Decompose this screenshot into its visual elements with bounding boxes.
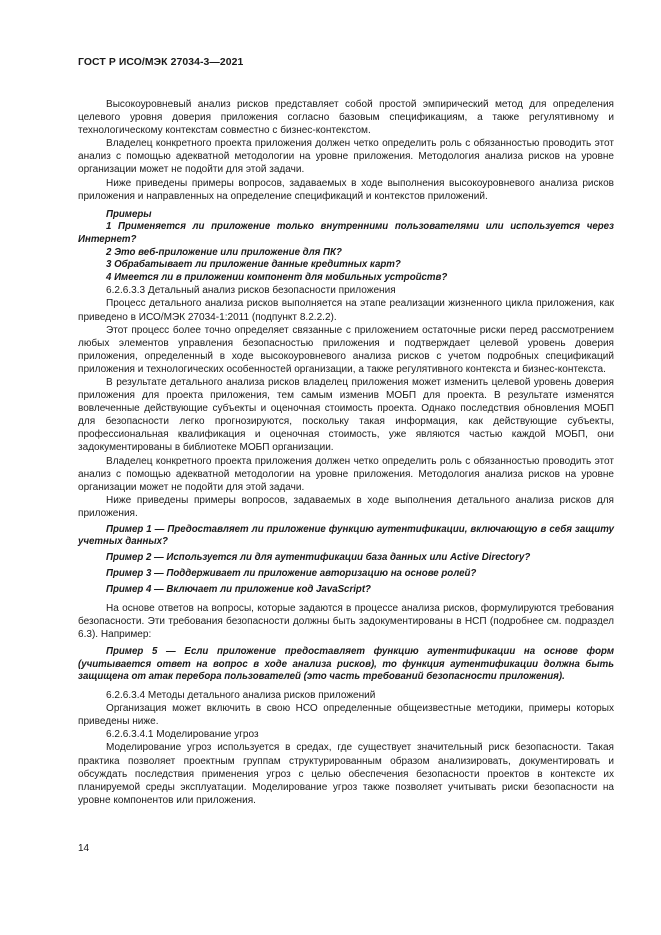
example-item: Пример 1 — Предоставляет ли приложение функцию аутентификации, включающую в себя защиту учетных данных? [78,523,614,548]
paragraph: Организация может включить в свою НСО определенные общеизвестные методики, примеры которых приведены ниже. [78,703,614,728]
example-item: Пример 5 — Если приложение предоставляет функцию аутентификации на основе форм (учитывается ответ на вопрос в ходе анализа рисков), то функция аутентификации должна быть защищена от атак перебора пользователей (это часть требований безопасности приложения). [78,646,614,683]
paragraph: Ниже приведены примеры вопросов, задаваемых в ходе выполнения высокоуровневого анализа рисков приложения и направленных на определение спецификаций и контекстов приложений. [78,177,614,202]
paragraph: Процесс детального анализа рисков выполняется на этапе реализации жизненного цикла приложения, как приведено в ИСО/МЭК 27034-1:2011 (подпункт 8.2.2.2). [78,298,614,323]
example-item: Пример 2 — Используется ли для аутентификации база данных или Active Directory? [106,552,531,564]
example-item: Пример 4 — Включает ли приложение код JavaScript? [106,584,371,596]
example-item: 1 Применяется ли приложение только внутренними пользователями или используется через Интернет? [78,221,614,245]
paragraph: Ниже приведены примеры вопросов, задаваемых в ходе выполнения детального анализа рисков для приложения. [78,494,614,519]
section-heading: 6.2.6.3.4.1 Моделирование угроз [106,729,259,741]
paragraph: Моделирование угроз используется в средах, где существует значительный риск безопасности. Такая практика позволяет проектным группам структурированным образом анализировать, документировать и обсуждать последствия применения угроз с целью обеспечения безопасности проектов в контексте их планируемой среды эксплуатации. Моделирование угроз также позволяет учитывать риски безопасности на уровне компонентов или приложения. [78,742,614,806]
example-item: Пример 3 — Поддерживает ли приложение авторизацию на основе ролей? [106,568,477,580]
section-heading: 6.2.6.3.4 Методы детального анализа рисков приложений [106,690,376,702]
paragraph: Высокоуровневый анализ рисков представляет собой простой эмпирический метод для определения целевого уровня доверия приложения согласно базовым спецификациям, а также регулятивному и технологическому контекстам совместно с бизнес-контекстом. [78,99,614,137]
example-item: 2 Это веб-приложение или приложение для ПК? [106,246,342,258]
example-item: 4 Имеется ли в приложении компонент для мобильных устройств? [106,271,448,283]
page-number: 14 [78,843,90,854]
paragraph: На основе ответов на вопросы, которые задаются в процессе анализа рисков, формулируются требования безопасности. Эти требования безопасности должны быть задокументированы в НСП (подробнее см. подраздел 6.3). Например: [78,602,614,641]
document-header: ГОСТ Р ИСО/МЭК 27034-3—2021 [78,57,244,68]
paragraph: В результате детального анализа рисков владелец приложения может изменить целевой уровень доверия приложения для проекта приложения, тем самым изменив МОБП для проекта. В результате изменятся вовлеченные действующие субъекты и оценочная стоимость проекта. Однако последствия обновления МОБП для безопасности легко прогнозируются, поскольку такая информация, как действующие субъекты, профессиональная квалификация и оценочная стоимость, уже являются частью каждой МОБП, они задокументированы в библиотеке МОБП организации. [78,376,614,454]
section-heading: 6.2.6.3.3 Детальный анализ рисков безопасности приложения [106,285,396,297]
paragraph: Владелец конкретного проекта приложения должен четко определить роль с обязанностью проводить этот анализ с помощью адекватной методологии на уровне приложения. Методология анализа рисков на уровне организации может не подойти для этой задачи. [78,455,614,493]
document-body [78,98,614,807]
paragraph: Этот процесс более точно определяет связанные с приложением остаточные риски перед рассмотрением любых элементов управления безопасностью приложения и подтверждает целевой уровень доверия приложения, определенный в ходе высокоуровневого анализа рисков с учетом подробных спецификаций приложения и технологических особенностей организации, а также регулятивного контекста и бизнес-контекста. [78,324,614,375]
paragraph: Владелец конкретного проекта приложения должен четко определить роль с обязанностью проводить этот анализ с помощью адекватной методологии на уровне приложения. Методология анализа рисков на уровне организации может не подойти для этой задачи. [78,138,614,176]
example-item: 3 Обрабатывает ли приложение данные кредитных карт? [106,259,401,271]
examples-title: Примеры [106,208,152,220]
